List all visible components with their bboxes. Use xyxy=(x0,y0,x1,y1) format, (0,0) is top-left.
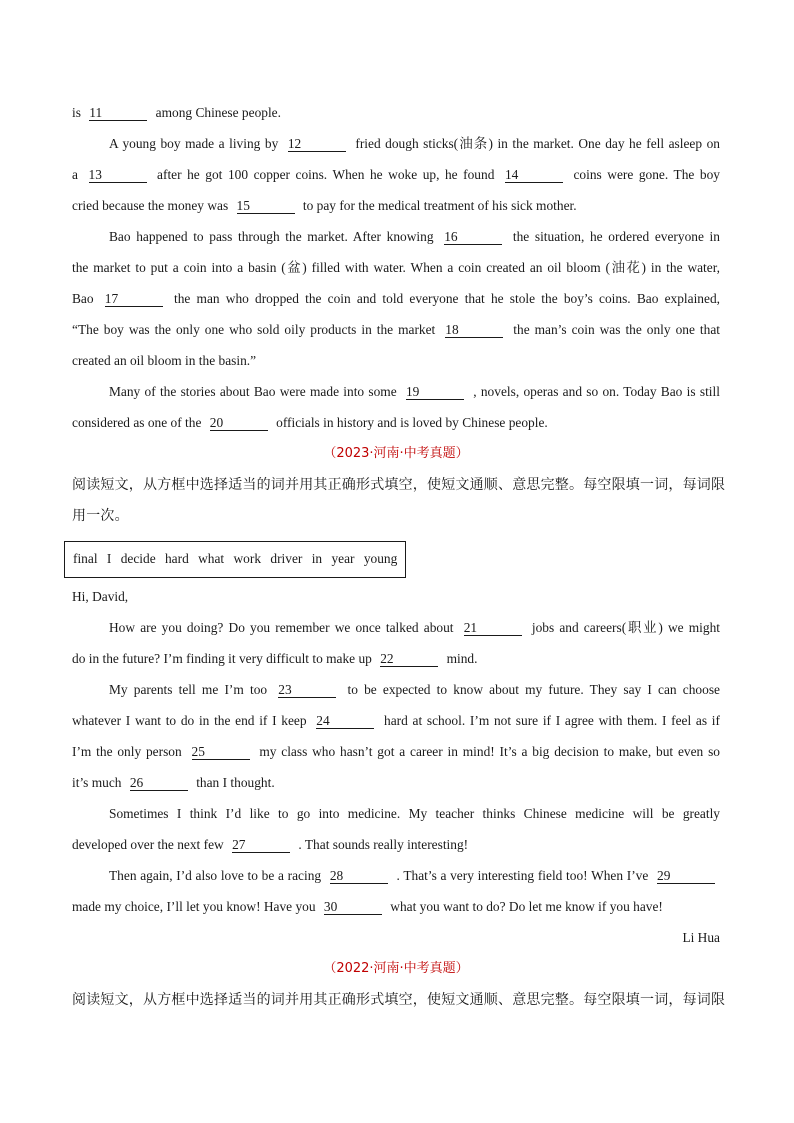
passage-line xyxy=(72,647,720,678)
passage-line xyxy=(72,163,720,194)
blank-21[interactable]: 21 xyxy=(464,620,522,636)
letter-greeting: Hi, David, xyxy=(72,589,129,604)
passage-line xyxy=(72,678,720,709)
text: among Chinese people. xyxy=(155,105,281,120)
word-box: final I decide hard what work driver in year young xyxy=(64,541,406,578)
text: made my choice, I’ll let you know! Have you xyxy=(72,899,316,914)
text: jobs and careers(职业) we might xyxy=(531,620,720,635)
text: I’m the only person xyxy=(72,744,182,759)
text: hard at school. I’m not sure if I agree with them. I feel as if xyxy=(384,713,720,728)
section-header-2022: （2022·河南·中考真题） xyxy=(323,961,469,976)
blank-18[interactable]: 18 xyxy=(445,322,503,338)
text: the situation, he ordered everyone in xyxy=(512,229,720,244)
text: a xyxy=(72,167,78,182)
passage-line xyxy=(72,709,720,740)
blank-22[interactable]: 22 xyxy=(380,651,438,667)
section-header-2023: （2023·河南·中考真题） xyxy=(323,446,469,461)
text: created an oil bloom in the basin.” xyxy=(72,353,257,368)
text: than I thought. xyxy=(196,775,275,790)
text: Sometimes I think I’d like to go into medicine. My teacher thinks Chinese medicine will be greatly xyxy=(109,806,720,821)
text: it’s much xyxy=(72,775,122,790)
text: mind. xyxy=(446,651,478,666)
letter-signature: Li Hua xyxy=(682,930,720,945)
passage-line xyxy=(72,833,720,864)
blank-23[interactable]: 23 xyxy=(278,682,336,698)
passage-line xyxy=(72,101,720,132)
text: A young boy made a living by xyxy=(109,136,279,151)
text: to be expected to know about my future. They say I can choose xyxy=(347,682,720,697)
blank-12[interactable]: 12 xyxy=(288,136,346,152)
passage-line xyxy=(72,256,720,287)
blank-27[interactable]: 27 xyxy=(232,837,290,853)
text: coins were gone. The boy xyxy=(573,167,720,182)
text: considered as one of the xyxy=(72,415,202,430)
blank-16[interactable]: 16 xyxy=(444,229,502,245)
passage-line xyxy=(72,349,720,380)
word-box-row xyxy=(72,535,720,585)
text: my class who hasn’t got a career in mind! It’s a big decision to make, but even so xyxy=(259,744,720,759)
text: Bao happened to pass through the market. After knowing xyxy=(109,229,434,244)
blank-17[interactable]: 17 xyxy=(105,291,163,307)
text: is xyxy=(72,105,81,120)
text: fried dough sticks(油条) in the market. One day he fell asleep on xyxy=(355,136,720,151)
passage-line xyxy=(72,616,720,647)
text: . That’s a very interesting field too! When I’ve xyxy=(396,868,649,883)
passage-line xyxy=(72,318,720,349)
passage-line xyxy=(72,411,720,442)
passage-line xyxy=(72,225,720,256)
text: do in the future? I’m finding it very difficult to make up xyxy=(72,651,372,666)
blank-15[interactable]: 15 xyxy=(237,198,295,214)
text: cried because the money was xyxy=(72,198,229,213)
text: the market to put a coin into a basin (盆) filled with water. When a coin created an oil bloom (油花) in the water, xyxy=(72,260,720,275)
text: Many of the stories about Bao were made into some xyxy=(109,384,397,399)
text: officials in history and is loved by Chinese people. xyxy=(276,415,548,430)
blank-13[interactable]: 13 xyxy=(89,167,147,183)
blank-26[interactable]: 26 xyxy=(130,775,188,791)
text: My parents tell me I’m too xyxy=(109,682,268,697)
blank-20[interactable]: 20 xyxy=(210,415,268,431)
instructions-line: 用一次。 xyxy=(72,508,129,524)
passage-line xyxy=(72,287,720,318)
passage-line xyxy=(72,740,720,771)
text: to pay for the medical treatment of his sick mother. xyxy=(302,198,577,213)
text: the man’s coin was the only one that xyxy=(513,322,720,337)
text: what you want to do? Do let me know if you have! xyxy=(390,899,663,914)
text: after he got 100 copper coins. When he woke up, he found xyxy=(157,167,495,182)
instructions-line: 阅读短文，从方框中选择适当的词并用其正确形式填空，使短文通顺、意思完整。每空限填一词，每词限 xyxy=(72,477,726,493)
text: How are you doing? Do you remember we once talked about xyxy=(109,620,454,635)
text: , novels, operas and so on. Today Bao is still xyxy=(473,384,720,399)
document-page xyxy=(72,101,726,1019)
blank-19[interactable]: 19 xyxy=(406,384,464,400)
passage-line xyxy=(72,194,720,225)
blank-28[interactable]: 28 xyxy=(330,868,388,884)
blank-24[interactable]: 24 xyxy=(316,713,374,729)
passage-line xyxy=(72,864,720,895)
text: the man who dropped the coin and told everyone that he stole the boy’s coins. Bao explained, xyxy=(173,291,720,306)
passage-line xyxy=(72,771,720,802)
passage-line xyxy=(72,802,720,833)
passage-line xyxy=(72,132,720,163)
text: “The boy was the only one who sold oily products in the market xyxy=(72,322,436,337)
text: Then again, I’d also love to be a racing xyxy=(109,868,322,883)
text: whatever I want to do in the end if I keep xyxy=(72,713,307,728)
blank-11[interactable]: 11 xyxy=(89,105,147,121)
text: Bao xyxy=(72,291,94,306)
blank-29[interactable]: 29 xyxy=(657,868,715,884)
blank-14[interactable]: 14 xyxy=(505,167,563,183)
blank-25[interactable]: 25 xyxy=(192,744,250,760)
passage-line xyxy=(72,895,720,926)
blank-30[interactable]: 30 xyxy=(324,899,382,915)
text: developed over the next few xyxy=(72,837,224,852)
text: . That sounds really interesting! xyxy=(298,837,469,852)
passage-line xyxy=(72,380,720,411)
instructions-line: 阅读短文，从方框中选择适当的词并用其正确形式填空，使短文通顺、意思完整。每空限填一词，每词限 xyxy=(72,992,726,1008)
